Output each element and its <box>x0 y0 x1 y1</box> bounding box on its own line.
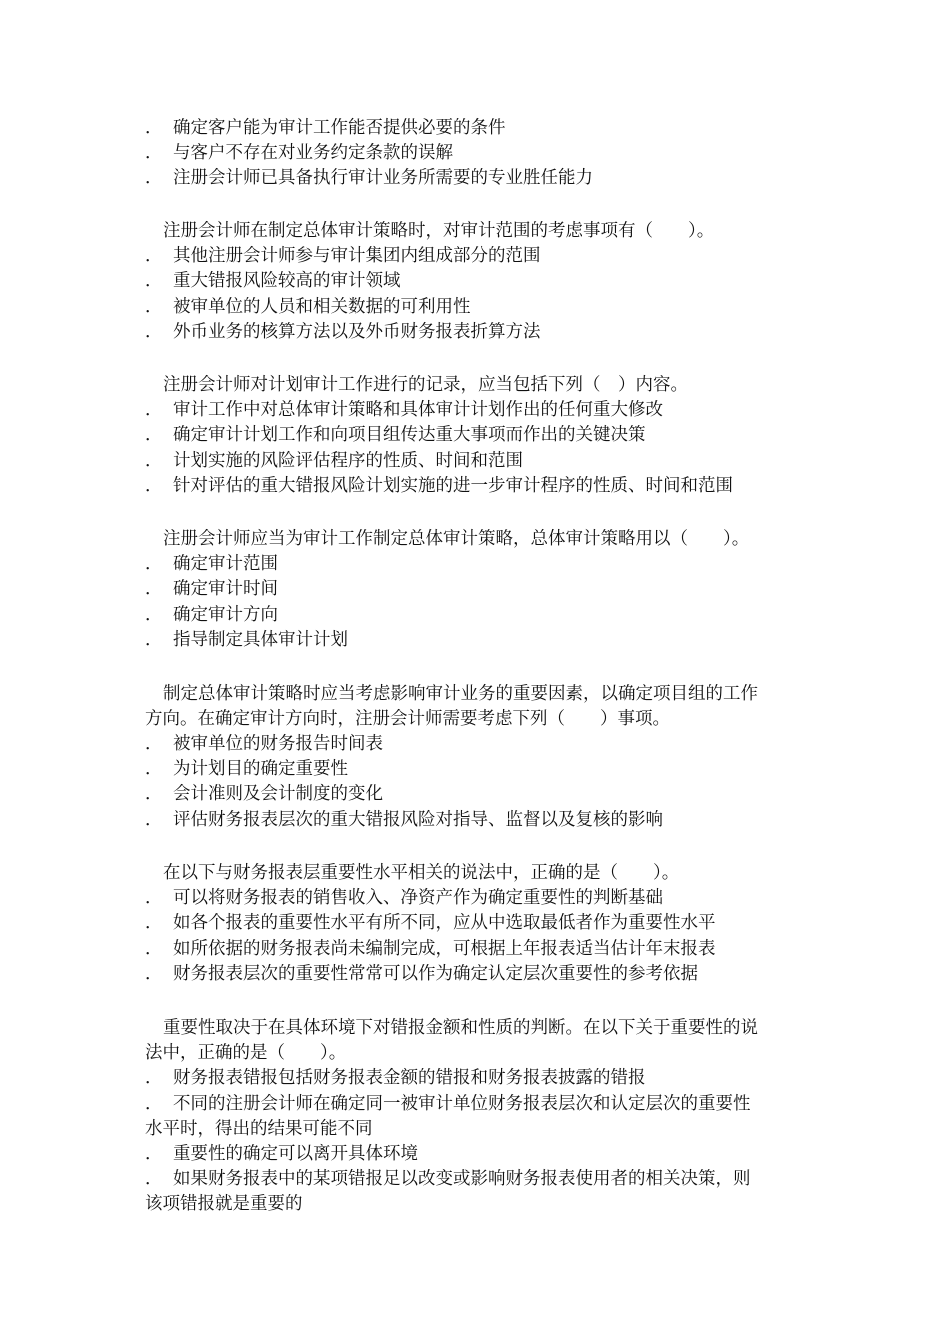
option <box>145 449 523 474</box>
option-continued: 水平时，得出的结果可能不同 <box>145 1119 373 1139</box>
bullet: ． <box>145 554 163 574</box>
option <box>145 628 348 653</box>
bullet: ． <box>145 605 163 625</box>
option <box>145 116 506 141</box>
bullet: ． <box>145 1094 163 1114</box>
option-text: 计划实施的风险评估程序的性质、时间和范围 <box>173 451 523 471</box>
bullet: ． <box>145 810 163 830</box>
option-text: 重大错报风险较高的审计领域 <box>173 271 401 291</box>
bullet: ． <box>145 143 163 163</box>
option-continued: 该项错报就是重要的 <box>145 1194 303 1214</box>
bullet: ． <box>145 400 163 420</box>
option-text: 为计划目的确定重要性 <box>173 759 348 779</box>
option-text: 被审单位的人员和相关数据的可利用性 <box>173 297 471 317</box>
bullet: ． <box>145 425 163 445</box>
bullet: ． <box>145 297 163 317</box>
question-stem: 注册会计师在制定总体审计策略时，对审计范围的考虑事项有（ ）。 <box>163 221 715 241</box>
bullet: ． <box>145 476 163 496</box>
option-text: 评估财务报表层次的重大错报风险对指导、监督以及复核的影响 <box>173 810 663 830</box>
bullet: ． <box>145 1169 163 1189</box>
option <box>145 808 663 833</box>
option <box>145 474 733 499</box>
option <box>145 782 383 807</box>
bullet: ． <box>145 246 163 266</box>
option <box>145 141 453 166</box>
option-text: 财务报表错报包括财务报表金额的错报和财务报表披露的错报 <box>173 1068 646 1088</box>
option <box>145 1092 751 1117</box>
option-text: 会计准则及会计制度的变化 <box>173 784 383 804</box>
option-text: 注册会计师已具备执行审计业务所需要的专业胜任能力 <box>173 168 593 188</box>
bullet: ． <box>145 784 163 804</box>
option <box>145 886 663 911</box>
option-text: 确定审计计划工作和向项目组传达重大事项而作出的关键决策 <box>173 425 646 445</box>
option-text: 可以将财务报表的销售收入、净资产作为确定重要性的判断基础 <box>173 888 663 908</box>
bullet: ． <box>145 271 163 291</box>
option <box>145 962 698 987</box>
bullet: ． <box>145 913 163 933</box>
option-text: 确定审计方向 <box>173 605 278 625</box>
question-stem: 注册会计师对计划审计工作进行的记录，应当包括下列（ ）内容。 <box>163 375 688 395</box>
bullet: ． <box>145 964 163 984</box>
question-stem-continued: 法中，正确的是（ ）。 <box>145 1043 347 1063</box>
bullet: ． <box>145 1144 163 1164</box>
option <box>145 269 401 294</box>
option-text: 被审单位的财务报告时间表 <box>173 734 383 754</box>
option <box>145 911 716 936</box>
option-text: 确定审计范围 <box>173 554 278 574</box>
option-text: 指导制定具体审计计划 <box>173 630 348 650</box>
option-text: 如各个报表的重要性水平有所不同，应从中选取最低者作为重要性水平 <box>173 913 716 933</box>
option <box>145 1066 646 1091</box>
option-text: 其他注册会计师参与审计集团内组成部分的范围 <box>173 246 541 266</box>
option-text: 审计工作中对总体审计策略和具体审计计划作出的任何重大修改 <box>173 400 663 420</box>
option <box>145 244 541 269</box>
option-text: 如所依据的财务报表尚未编制完成，可根据上年报表适当估计年末报表 <box>173 939 716 959</box>
option-text: 确定客户能为审计工作能否提供必要的条件 <box>173 118 506 138</box>
option-text: 确定审计时间 <box>173 579 278 599</box>
bullet: ． <box>145 630 163 650</box>
option-text: 如果财务报表中的某项错报足以改变或影响财务报表使用者的相关决策，则 <box>173 1169 751 1189</box>
option <box>145 320 541 345</box>
bullet: ． <box>145 759 163 779</box>
bullet: ． <box>145 1068 163 1088</box>
option <box>145 1167 751 1192</box>
question-stem-continued: 方向。在确定审计方向时，注册会计师需要考虑下列（ ）事项。 <box>145 709 670 729</box>
option <box>145 732 383 757</box>
option <box>145 423 646 448</box>
option <box>145 166 593 191</box>
option <box>145 1142 418 1167</box>
option <box>145 398 663 423</box>
option <box>145 603 278 628</box>
question-stem: 制定总体审计策略时应当考虑影响审计业务的重要因素，以确定项目组的工作 <box>163 684 758 704</box>
bullet: ． <box>145 734 163 754</box>
option-text: 与客户不存在对业务约定条款的误解 <box>173 143 453 163</box>
option-text: 外币业务的核算方法以及外币财务报表折算方法 <box>173 322 541 342</box>
bullet: ． <box>145 939 163 959</box>
bullet: ． <box>145 322 163 342</box>
option-text: 不同的注册会计师在确定同一被审计单位财务报表层次和认定层次的重要性 <box>173 1094 751 1114</box>
bullet: ． <box>145 168 163 188</box>
option-text: 针对评估的重大错报风险计划实施的进一步审计程序的性质、时间和范围 <box>173 476 733 496</box>
option <box>145 295 471 320</box>
question-stem: 在以下与财务报表层重要性水平相关的说法中，正确的是（ ）。 <box>163 863 680 883</box>
bullet: ． <box>145 118 163 138</box>
option <box>145 552 278 577</box>
option-text: 重要性的确定可以离开具体环境 <box>173 1144 418 1164</box>
option <box>145 577 278 602</box>
bullet: ． <box>145 579 163 599</box>
option <box>145 757 348 782</box>
question-stem: 重要性取决于在具体环境下对错报金额和性质的判断。在以下关于重要性的说 <box>163 1018 758 1038</box>
bullet: ． <box>145 888 163 908</box>
option <box>145 937 716 962</box>
option-text: 财务报表层次的重要性常常可以作为确定认定层次重要性的参考依据 <box>173 964 698 984</box>
question-stem: 注册会计师应当为审计工作制定总体审计策略，总体审计策略用以（ ）。 <box>163 529 750 549</box>
bullet: ． <box>145 451 163 471</box>
